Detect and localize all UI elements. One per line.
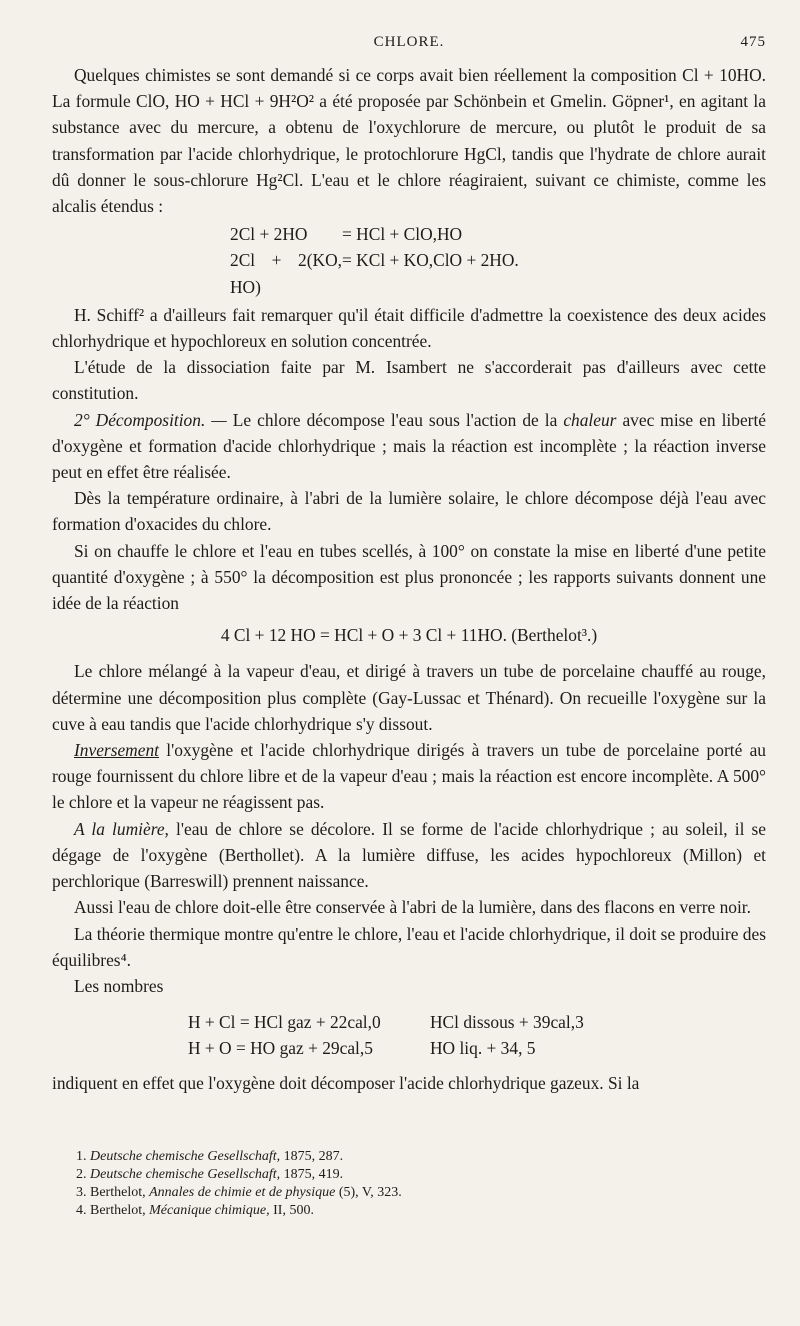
running-title: CHLORE. [373, 34, 445, 50]
equation-left: 2Cl + 2HO [230, 224, 308, 245]
page-number: 475 [740, 34, 766, 50]
equation-left: H + O = HO gaz + 29cal,5 [188, 1038, 373, 1059]
paragraph-porcelaine: Le chlore mélangé à la vapeur d'eau, et dirigé à travers un tube de porcelaine chauffé au rouge, détermine une décomposition plus complète (Gay-Lussac et Thénard). On recueille l'oxygène sur la cuve à eau tandis que l'acide chlorhydrique s'y dissout. [52, 661, 766, 734]
term-chaleur: chaleur [563, 409, 617, 430]
term-lumiere: A la lumière, [74, 818, 169, 839]
equation-row [52, 1009, 766, 1035]
footnotes [76, 1148, 760, 1220]
equation-row [52, 247, 766, 299]
equation-right: HO liq. + 34, 5 [430, 1038, 536, 1059]
equation-right: HCl dissous + 39cal,3 [430, 1012, 584, 1033]
body-text [52, 62, 766, 1096]
paragraph-schiff: H. Schiff² a d'ailleurs fait remarquer qu'il était difficile d'admettre la coexistence des deux acides chlorhydrique et hypochloreux en solution concentrée. [52, 304, 766, 352]
paragraph-temperature: Dès la température ordinaire, à l'abri de la lumière solaire, le chlore décompose déjà l'eau avec formation d'oxacides du chlore. [52, 488, 766, 535]
footnote-2: 2. Deutsche chemische Gesellschaft, 1875, 419. [76, 1167, 344, 1182]
equation-left: H + Cl = HCl gaz + 22cal,0 [188, 1012, 381, 1033]
footnote-4: 4. Berthelot, Mécanique chimique, II, 500. [76, 1203, 314, 1218]
footnote-1: 1. Deutsche chemische Gesellschaft, 1875, 287. [76, 1149, 344, 1164]
section-heading-decomposition: 2° Décomposition. — [74, 409, 227, 430]
page-header [52, 34, 766, 56]
equation-left: 2Cl + 2(KO, HO) [230, 250, 342, 297]
paragraph-nombres: Les nombres [74, 975, 164, 996]
equation-row [52, 1035, 766, 1061]
equation-thermique [52, 1001, 766, 1067]
equation-row [52, 221, 766, 247]
footnote-3: 3. Berthelot, Annales de chimie et de physique (5), V, 323. [76, 1185, 402, 1200]
paragraph-flacons: Aussi l'eau de chlore doit-elle être conservée à l'abri de la lumière, dans des flacons en verre noir. [74, 897, 751, 918]
paragraph-composition: Quelques chimistes se sont demandé si ce corps avait bien réellement la composition Cl + 10HO. La formule ClO, HO + HCl + 9H²O² a été proposée par Schönbein et Gmelin. Göpner¹, en agitant la substance avec du mercure, a obtenu de l'oxychlorure de mercure, ou plutôt le produit de sa transformation par l'acide chlorhydrique, le protochlorure HgCl, tandis que l'hydrate de chlore aurait dû donner le sous-chlorure Hg²Cl. L'eau et le chlore réagiraient, suivant ce chimiste, comme les alcalis étendus : [52, 65, 766, 217]
equation-right: = HCl + ClO,HO [342, 224, 463, 245]
paragraph-tubes: Si on chauffe le chlore et l'eau en tubes scellés, à 100° on constate la mise en liberté d'une petite quantité d'oxygène ; à 550° la décomposition est plus prononcée ; les rapports suivants donnent une idée de la réaction [52, 540, 766, 614]
paragraph-theorie: La théorie thermique montre qu'entre le chlore, l'eau et l'acide chlorhydrique, il doit se produire des équilibres⁴. [52, 923, 766, 970]
paragraph-lumiere: A la lumière, l'eau de chlore se décolore. Il se forme de l'acide chlorhydrique ; au soleil, il se dégage de l'oxygène (Berthollet). A la lumière diffuse, les acides hypochloreux (Millon) et perchlorique (Barreswill) prennent naissance. [52, 818, 767, 892]
equation-right: = KCl + KO,ClO + 2HO. [342, 250, 519, 271]
paragraph-inversement: Inversement l'oxygène et l'acide chlorhydrique dirigés à travers un tube de porcelaine porté au rouge fournissent du chlore libre et de la vapeur d'eau ; mais la réaction est encore incomplète. A 500° le chlore et la vapeur ne réagissent pas. [52, 740, 766, 813]
equation-reaction: 4 Cl + 12 HO = HCl + O + 3 Cl + 11HO. (Berthelot³.) [220, 625, 598, 646]
paragraph-decomposition: 2° Décomposition. — Le chlore décompose l'eau sous l'action de la chaleur avec mise en liberté d'oxygène et formation d'acide chlorhydrique ; mais la réaction est incomplète ; la réaction inverse peut en effet être réalisée. [52, 409, 766, 483]
equation-alcalis [52, 221, 766, 300]
paragraph-indiquent: indiquent en effet que l'oxygène doit décomposer l'acide chlorhydrique gazeux. Si la [52, 1072, 640, 1093]
paragraph-isambert: L'étude de la dissociation faite par M. Isambert ne s'accorderait pas d'ailleurs avec cette constitution. [52, 357, 766, 404]
term-inversement: Inversement [74, 740, 159, 761]
